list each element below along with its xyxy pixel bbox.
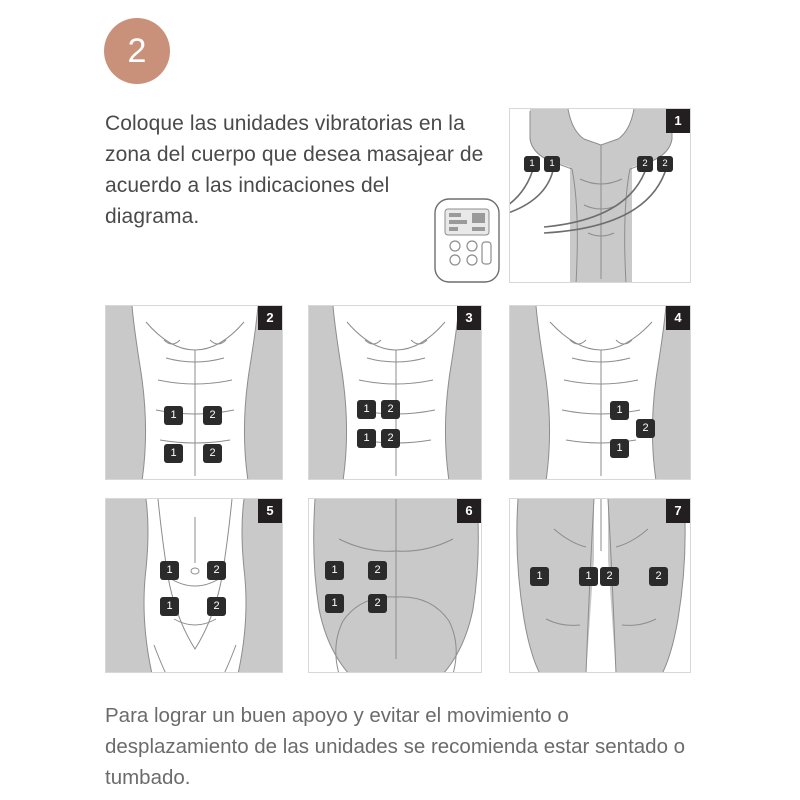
figure-panel-7	[509, 498, 691, 673]
figure-panel-3	[308, 305, 482, 480]
panel-number-6: 6	[457, 499, 481, 523]
step-number-badge: 2	[104, 18, 170, 84]
figure-panel-2	[105, 305, 283, 480]
pad-2c[interactable]: 1	[164, 444, 183, 463]
panel-number-4: 4	[666, 306, 690, 330]
panel-number-2: 2	[258, 306, 282, 330]
pad-1b[interactable]: 1	[544, 156, 560, 172]
pad-6a[interactable]: 1	[325, 561, 344, 580]
vibrating-unit-controller[interactable]	[434, 198, 500, 283]
pad-4b[interactable]: 2	[636, 419, 655, 438]
pad-3b[interactable]: 2	[381, 400, 400, 419]
pad-1c[interactable]: 2	[637, 156, 653, 172]
intro-paragraph: Coloque las unidades vibratorias en la zona del cuerpo que desea masajear de acuerdo a las indicaciones del diagrama.	[105, 112, 484, 228]
pad-5c[interactable]: 1	[160, 597, 179, 616]
figure-panel-4	[509, 305, 691, 480]
pad-5d[interactable]: 2	[207, 597, 226, 616]
pad-2a[interactable]: 1	[164, 406, 183, 425]
pad-2d[interactable]: 2	[203, 444, 222, 463]
pad-6b[interactable]: 2	[368, 561, 387, 580]
pad-2b[interactable]: 2	[203, 406, 222, 425]
lower-abdomen-illustration	[106, 499, 283, 673]
pad-1a[interactable]: 1	[524, 156, 540, 172]
pad-7d[interactable]: 2	[649, 567, 668, 586]
pad-5b[interactable]: 2	[207, 561, 226, 580]
glutes-illustration	[309, 499, 482, 673]
upper-back-illustration	[510, 109, 691, 283]
pad-7a[interactable]: 1	[530, 567, 549, 586]
footer-paragraph: Para lograr un buen apoyo y evitar el movimiento o desplazamiento de las unidades se recomienda estar sentado o tumbado.	[105, 704, 686, 789]
abdomen-illustration-4	[510, 306, 691, 480]
figure-panel-5	[105, 498, 283, 673]
pad-5a[interactable]: 1	[160, 561, 179, 580]
thighs-illustration	[510, 499, 691, 673]
pad-3c[interactable]: 1	[357, 429, 376, 448]
pad-1d[interactable]: 2	[657, 156, 673, 172]
panel-number-7: 7	[666, 499, 690, 523]
pad-6c[interactable]: 1	[325, 594, 344, 613]
pad-7c[interactable]: 2	[600, 567, 619, 586]
panel-number-5: 5	[258, 499, 282, 523]
pad-4c[interactable]: 1	[610, 439, 629, 458]
abdomen-illustration-3	[309, 306, 482, 480]
pad-6d[interactable]: 2	[368, 594, 387, 613]
abdomen-illustration-2	[106, 306, 283, 480]
pad-3d[interactable]: 2	[381, 429, 400, 448]
figure-panel-1	[509, 108, 691, 283]
panel-number-1: 1	[666, 109, 690, 133]
panel-number-3: 3	[457, 306, 481, 330]
pad-7b[interactable]: 1	[579, 567, 598, 586]
pad-4a[interactable]: 1	[610, 401, 629, 420]
pad-3a[interactable]: 1	[357, 400, 376, 419]
figure-panel-6	[308, 498, 482, 673]
